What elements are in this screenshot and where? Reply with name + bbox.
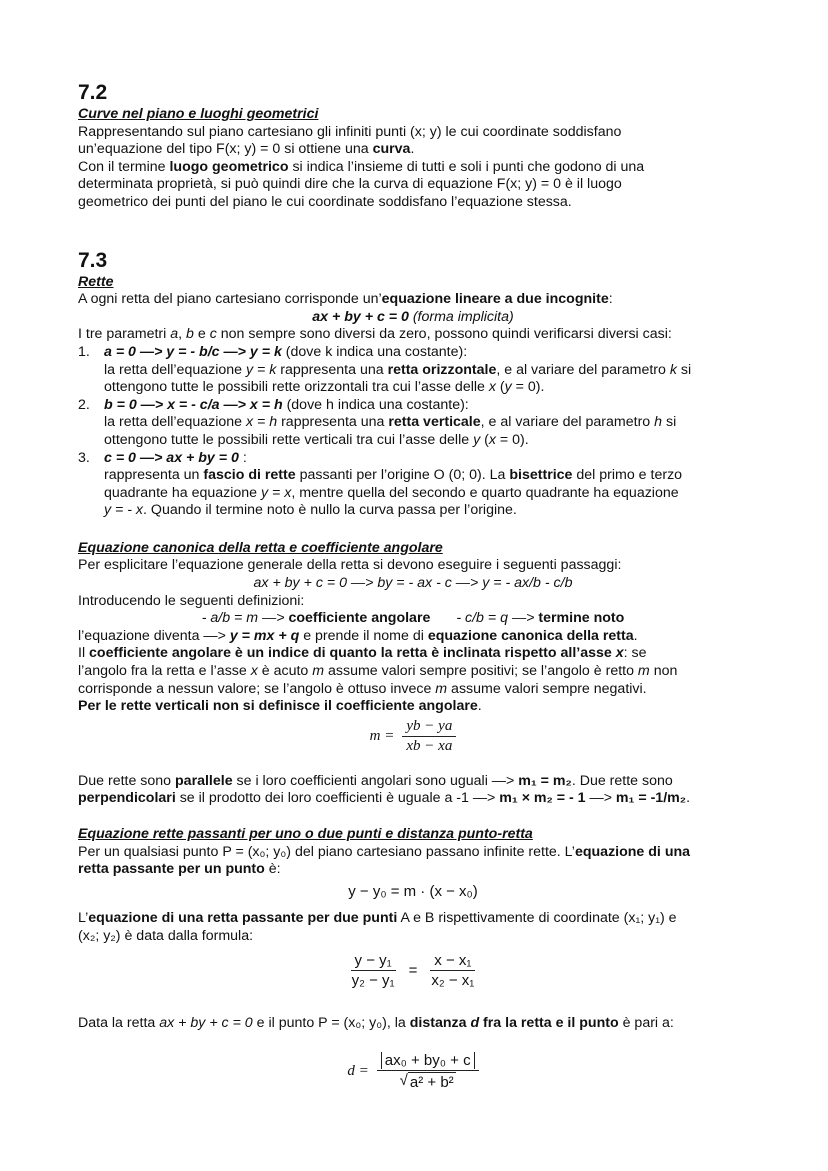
list-item-case-2: 2. b = 0 —> x = - c/a —> x = h (dove h indica una costante): la retta dell’equazione x = h rappresenta una retta verticale, e al variare del parametro h si ottengono tutte le possibili rette verticali tra cui l’asse delle y (x = 0). [78,396,677,448]
paragraph-canonica-l1: Per esplicitare l’equazione generale della retta si devono eseguire i seguenti passaggi: [78,557,622,574]
distance-formula: d = ax₀ + by₀ + c √ a² + b² [78,1052,748,1091]
paragraph-distance: Data la retta ax + by + c = 0 e il punto P = (x₀; y₀), la distanza d fra la retta e il punto è pari a: [78,1014,674,1031]
slope-formula: m = $\frac{yb - ya}{xb - xa}$ [78,718,748,755]
section-number-7-2: 7.2 [78,81,108,104]
paragraph-curve: Rappresentando sul piano cartesiano gli infiniti punti (x; y) le cui coordinate soddisfano un’equazione del tipo F(x; y) = 0 si ottiene una curva. Con il termine luogo geometrico si indica l’insieme di tutti e soli i punti che godono di una determinata proprietà, si può quindi dire che la curva di equazione F(x; y) = 0 è il luogo geometrico dei punti del piano le cui coordinate soddisfano l’equazione stessa. [78,123,645,210]
two-points-formula: $\frac{\text{y − y₁}}{\text{y₂ − y₁}}$ = $\frac{\text{x − x₁}}{\text{x₂ − x₁}}$ [351,951,475,989]
document-page [78,80,748,1091]
paragraph-parallel-perpendicular: Due rette sono parallele se i loro coefficienti angolari sono uguali —> m₁ = m₂. Due rette sono perpendicolari se il prodotto dei loro coefficienti è uguale a -1 —> m₁ × m₂ = - 1 —> m₁ = -1/m₂. [78,772,691,807]
equation-explicit-steps: ax + by + c = 0 —> by = - ax - c —> y = - ax/b - c/b [253,575,573,592]
paragraph-rette-intro: A ogni retta del piano cartesiano corrisponde un’equazione lineare a due incognite: [78,291,613,308]
paragraph-params: I tre parametri a, b e c non sempre sono diversi da zero, possono quindi verificarsi diversi casi: [78,326,672,343]
section-title-curve: Curve nel piano e luoghi geometrici [78,106,319,122]
section-title-rette: Rette [78,273,114,290]
section-number-7-3: 7.3 [78,248,108,272]
subsection-title-canonica: Equazione canonica della retta e coefficiente angolare [78,539,443,556]
paragraph-punti-l1: Per un qualsiasi punto P = (x₀; y₀) del piano cartesiano passano infinite rette. L’equazione di una retta passante per un punto è: [78,843,691,878]
paragraph-canonica-body: l’equazione diventa —> y = mx + q e prende il nome di equazione canonica della retta. Il coefficiente angolare è un indice di quanto la retta è inclinata rispetto all’asse x: se l’angolo fra la retta e l’asse x è acuto m assume valori sempre positivi; se l’angolo è retto m non corrisponde a nessun valore; se l’angolo è ottuso invece m assume valori sempre negativi. Per le rette verticali non si definisce il coefficiente angolare. [78,627,678,715]
implicit-form-equation: ax + by + c = 0 (forma implicita) [312,308,514,325]
equation-one-point: y − y₀ = m · (x − x₀) [348,882,478,900]
paragraph-canonica-l3: Introducendo le seguenti definizioni: [78,592,305,609]
paragraph-two-points: L’equazione di una retta passante per due punti A e B rispettivamente di coordinate (x₁; y₁) e (x₂; y₂) è data dalla formula: [78,910,677,944]
definitions-line: - a/b = m —> coefficiente angolare - c/b = q —> termine noto [201,610,625,627]
subsection-title-punti: Equazione rette passanti per uno o due punti e distanza punto-retta [78,826,533,842]
list-item-case-3: 3. c = 0 —> ax + by = 0 : rappresenta un fascio di rette passanti per l’origine O (0; 0). La bisettrice del primo e terzo quadrante ha equazione y = x, mentre quella del secondo e quarto quadrante ha equazione y = - x. Quando il termine noto è nullo la curva passa per l’origine. [78,449,683,519]
list-item-case-1: 1. a = 0 —> y = - b/c —> y = k (dove k indica una costante): la retta dell’equazione y = k rappresenta una retta orizzontale, e al variare del parametro k si ottengono tutte le possibili rette orizzontali tra cui l’asse delle x (y = 0). [78,343,692,396]
